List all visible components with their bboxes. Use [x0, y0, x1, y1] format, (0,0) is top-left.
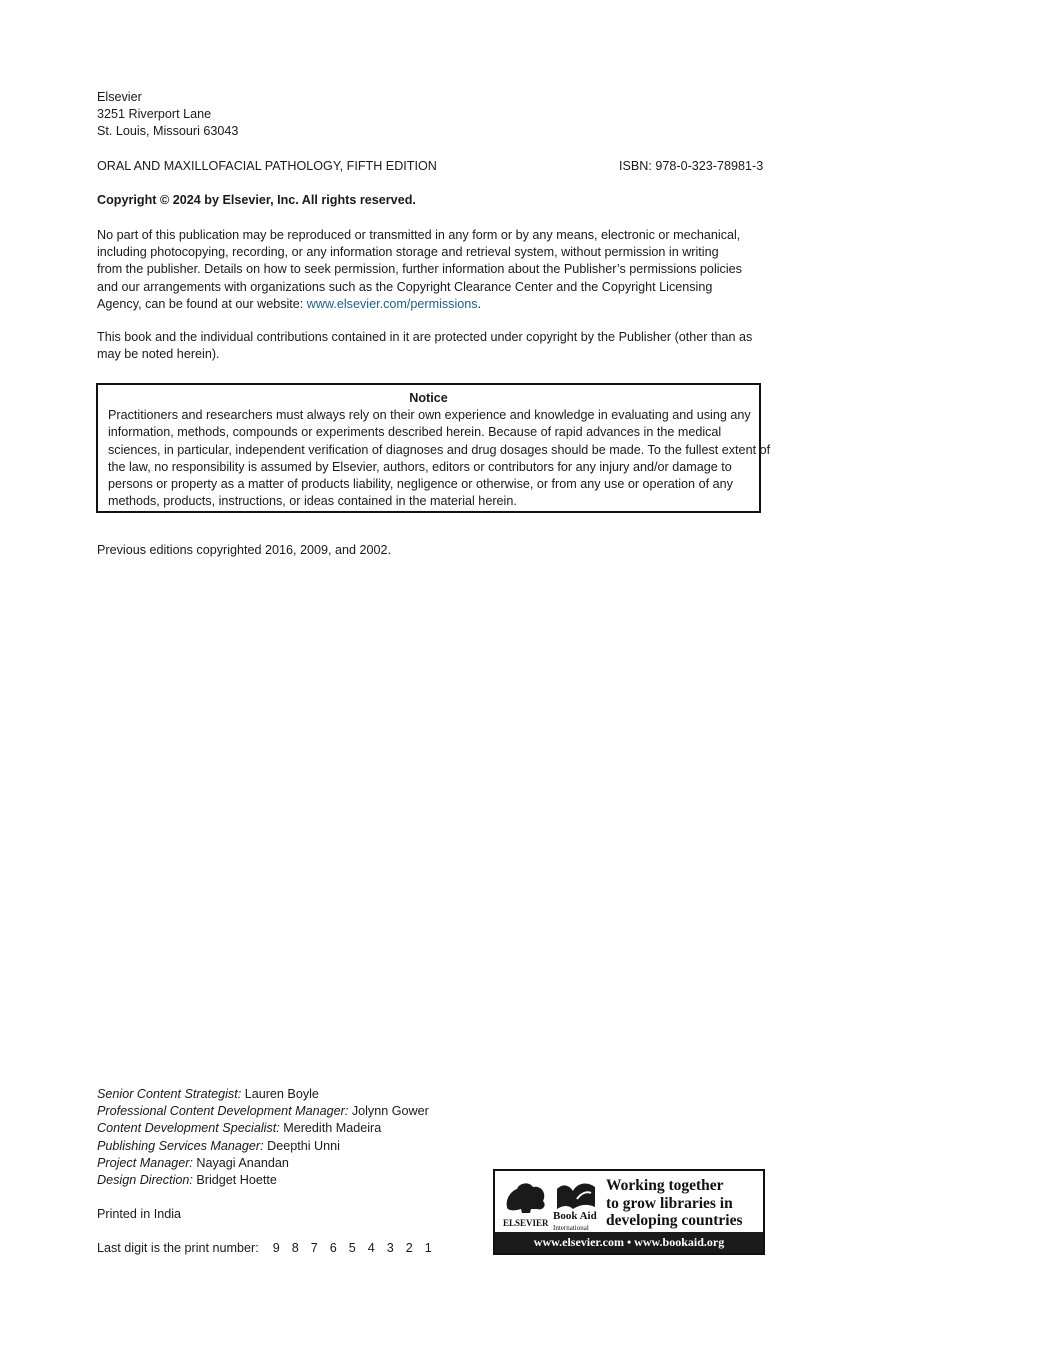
paragraph-line: and our arrangements with organizations such as the Copyright Clearance Center and the Copyright Licensing: [97, 279, 713, 294]
address-line: 3251 Riverport Lane: [97, 107, 212, 122]
book-aid-icon: [557, 1184, 595, 1209]
paragraph-text: Agency, can be found at our website:: [97, 296, 307, 311]
print-digit: 1: [424, 1241, 432, 1255]
notice-line: persons or property as a matter of products liability, negligence or otherwise, or from any use or operation of any: [108, 477, 733, 492]
bookaid-sub: International: [553, 1224, 589, 1232]
credit-name: Lauren Boyle: [241, 1087, 319, 1101]
credit-item: [97, 1120, 429, 1137]
print-digit: 8: [291, 1241, 299, 1255]
permissions-link[interactable]: www.elsevier.com/permissions: [306, 296, 478, 311]
logo-tagline: [606, 1177, 743, 1230]
notice-title: Notice: [409, 391, 448, 405]
paragraph-line: No part of this publication may be reproduced or transmitted in any form or by any means, electronic or mechanical,: [97, 228, 741, 242]
paragraph-text: .: [477, 296, 482, 311]
tagline-line: Working together: [606, 1177, 724, 1194]
notice-line: the law, no responsibility is assumed by Elsevier, authors, editors or contributors for any injury and/or damage to: [108, 459, 732, 474]
protection-paragraph: [97, 329, 757, 363]
credit-role: Senior Content Strategist:: [97, 1087, 242, 1101]
book-title: ORAL AND MAXILLOFACIAL PATHOLOGY, FIFTH EDITION: [97, 159, 437, 173]
credit-name: Bridget Hoette: [192, 1173, 277, 1188]
print-digit: 9: [272, 1241, 280, 1255]
credit-item: [97, 1172, 429, 1189]
permissions-paragraph: [97, 227, 757, 313]
previous-editions: Previous editions copyrighted 2016, 2009, and 2002.: [97, 543, 392, 557]
paragraph-line: including photocopying, recording, or any information storage and retrieval system, without permission in writing: [97, 245, 719, 260]
book-aid-logo: [493, 1169, 765, 1255]
credit-role: Professional Content Development Manager:: [97, 1104, 349, 1119]
credit-role: Publishing Services Manager:: [97, 1138, 264, 1153]
credit-item: [97, 1086, 429, 1103]
print-digit: 7: [310, 1241, 318, 1255]
print-digit: 4: [367, 1241, 375, 1255]
notice-box: [96, 383, 771, 513]
credit-item: [97, 1155, 429, 1172]
print-number-label: Last digit is the print number:: [97, 1241, 259, 1255]
notice-line: Practitioners and researchers must always rely on their own experience and knowledge in evaluating and using any: [108, 408, 751, 423]
print-digit: 2: [405, 1241, 413, 1255]
tagline-line: to grow libraries in: [606, 1194, 733, 1212]
credit-name: Meredith Madeira: [279, 1121, 382, 1136]
print-number-line: [97, 1240, 444, 1257]
paragraph-line: This book and the individual contributions contained in it are protected under copyright by the Publisher (other than as: [97, 330, 753, 344]
isbn: ISBN: 978-0-323-78981-3: [619, 159, 764, 173]
publisher-name: Elsevier: [97, 90, 142, 104]
credit-role: Content Development Specialist:: [97, 1121, 280, 1136]
notice-line: information, methods, compounds or experiments described herein. Because of rapid advances in the medical: [108, 425, 722, 440]
credit-item: [97, 1138, 429, 1155]
notice-line: methods, products, instructions, or ideas contained in the material herein.: [108, 494, 517, 509]
credit-role: Project Manager:: [97, 1155, 193, 1170]
credit-name: Deepthi Unni: [263, 1138, 340, 1153]
address-line: St. Louis, Missouri 63043: [97, 124, 239, 139]
print-digit: 6: [329, 1241, 337, 1255]
print-digit: 5: [348, 1241, 356, 1255]
paragraph-line: may be noted herein).: [97, 347, 220, 362]
credit-name: Nayagi Anandan: [192, 1155, 289, 1170]
credit-item: [97, 1103, 429, 1120]
elsevier-wordmark: ELSEVIER: [503, 1218, 549, 1228]
notice-line: sciences, in particular, independent verification of diagnoses and drug dosages should be made. To the fullest extent of: [108, 442, 771, 457]
tagline-line: developing countries: [606, 1212, 743, 1229]
copyright-line: Copyright © 2024 by Elsevier, Inc. All rights reserved.: [97, 193, 416, 207]
credit-role: Design Direction:: [97, 1173, 193, 1188]
credits-list: [97, 1086, 429, 1189]
paragraph-line: [97, 296, 757, 313]
credit-name: Jolynn Gower: [348, 1104, 429, 1119]
printed-in: Printed in India: [97, 1207, 182, 1221]
print-digit: 3: [386, 1241, 394, 1255]
logo-urls: www.elsevier.com • www.bookaid.org: [495, 1232, 763, 1253]
paragraph-line: from the publisher. Details on how to seek permission, further information about the Publisher’s permissions policies: [97, 262, 742, 277]
bookaid-wordmark: Book Aid: [553, 1210, 597, 1222]
publisher-address: [97, 89, 757, 141]
